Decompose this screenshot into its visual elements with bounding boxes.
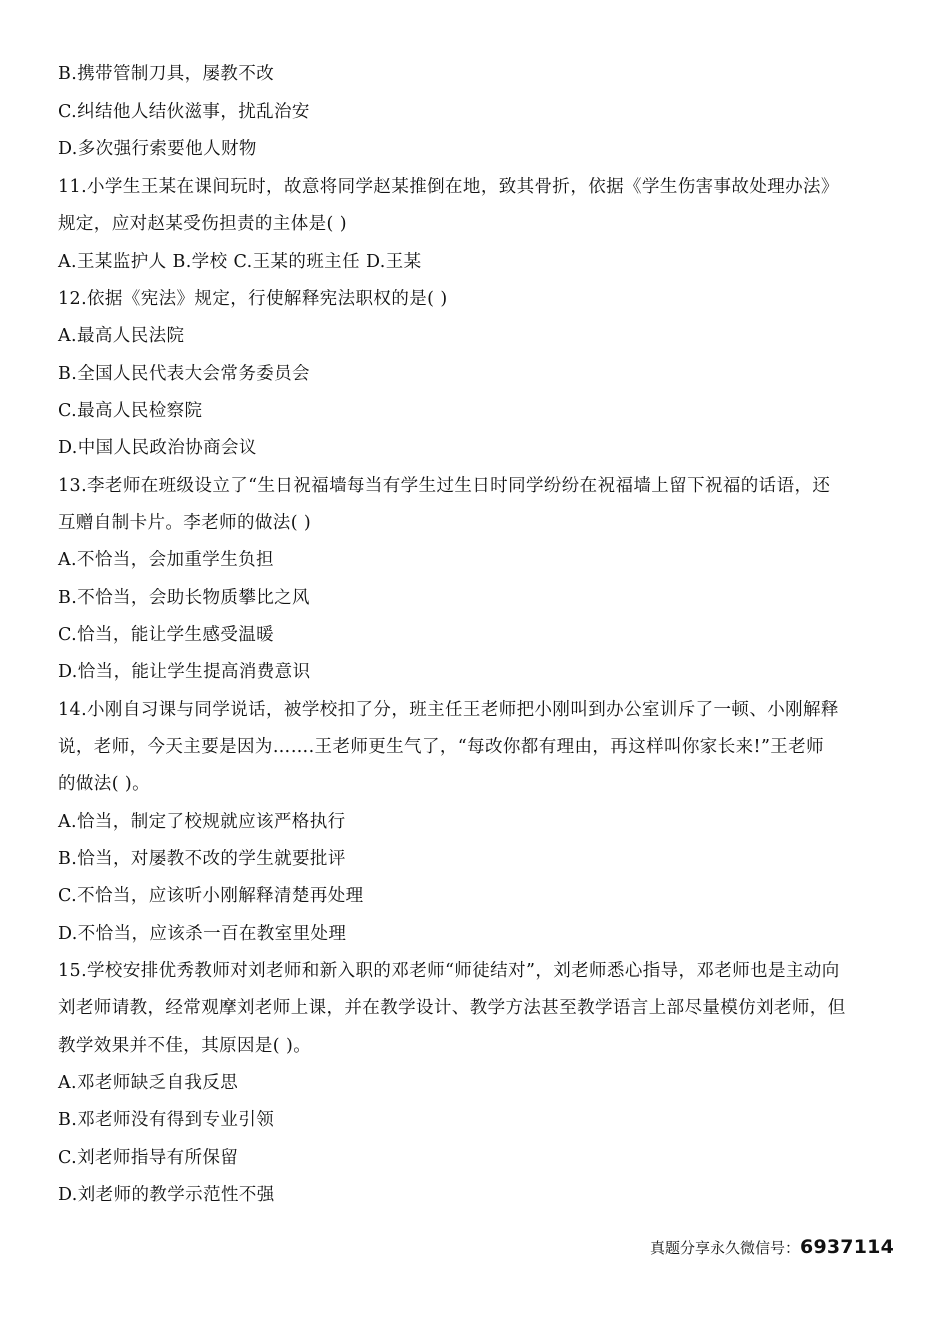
option-a-q12: A.最高人民法院: [58, 326, 185, 346]
option-c-q10: C.纠结他人结伙滋事，扰乱治安: [58, 102, 310, 122]
question-11-stem-line-1: 11.小学生王某在课间玩时，故意将同学赵某推倒在地，致其骨折，依据《学生伤害事故处理办法》: [58, 177, 839, 197]
footer-wechat-code: 6937114: [800, 1236, 894, 1258]
question-15-stem-line-2: 刘老师请教，经常观摩刘老师上课，并在教学设计、教学方法甚至教学语言上部尽量模仿刘老师，但: [58, 998, 846, 1018]
question-12-stem: 12.依据《宪法》规定，行使解释宪法职权的是( ): [58, 289, 448, 309]
option-c-q14: C.不恰当，应该听小刚解释清楚再处理: [58, 886, 364, 906]
question-11-stem-line-2: 规定，应对赵某受伤担责的主体是( ): [58, 214, 347, 234]
option-b-q15: B.邓老师没有得到专业引领: [58, 1110, 275, 1130]
option-d-q15: D.刘老师的教学示范性不强: [58, 1185, 275, 1205]
option-c-q15: C.刘老师指导有所保留: [58, 1148, 239, 1168]
option-a-q15: A.邓老师缺乏自我反思: [58, 1073, 239, 1093]
question-14-stem-line-2: 说，老师，今天主要是因为…….王老师更生气了，“每改你都有理由，再这样叫你家长来!”王老师: [58, 737, 824, 757]
option-b-q10: B.携带管制刀具，屡教不改: [58, 64, 275, 84]
option-c-q12: C.最高人民检察院: [58, 401, 203, 421]
option-c-q13: C.恰当，能让学生感受温暖: [58, 625, 275, 645]
footer-label: 真题分享永久微信号：: [650, 1239, 801, 1257]
option-d-q12: D.中国人民政治协商会议: [58, 438, 257, 458]
question-11-options: A.王某监护人 B.学校 C.王某的班主任 D.王某: [58, 252, 422, 272]
footer-wechat-note: [650, 1236, 894, 1259]
option-d-q10: D.多次强行索要他人财物: [58, 139, 257, 159]
question-15-stem-line-3: 教学效果并不佳，其原因是( )。: [58, 1036, 312, 1056]
question-15-stem-line-1: 15.学校安排优秀教师对刘老师和新入职的邓老师“师徒结对”，刘老师悉心指导，邓老师也是主动向: [58, 961, 840, 981]
question-13-stem-line-2: 互赠自制卡片。李老师的做法( ): [58, 513, 312, 533]
option-d-q14: D.不恰当，应该杀一百在教室里处理: [58, 924, 347, 944]
option-a-q13: A.不恰当，会加重学生负担: [58, 550, 274, 570]
option-b-q12: B.全国人民代表大会常务委员会: [58, 364, 310, 384]
option-b-q13: B.不恰当，会助长物质攀比之风: [58, 588, 310, 608]
option-d-q13: D.恰当，能让学生提高消费意识: [58, 662, 311, 682]
question-13-stem-line-1: 13.李老师在班级设立了“生日祝福墙每当有学生过生日时同学纷纷在祝福墙上留下祝福的话语，还: [58, 476, 831, 496]
question-14-stem-line-1: 14.小刚自习课与同学说话，被学校扣了分，班主任王老师把小刚叫到办公室训斥了一顿、小刚解释: [58, 700, 839, 720]
option-b-q14: B.恰当，对屡教不改的学生就要批评: [58, 849, 346, 869]
option-a-q14: A.恰当，制定了校规就应该严格执行: [58, 812, 346, 832]
question-14-stem-line-3: 的做法( )。: [58, 774, 151, 794]
